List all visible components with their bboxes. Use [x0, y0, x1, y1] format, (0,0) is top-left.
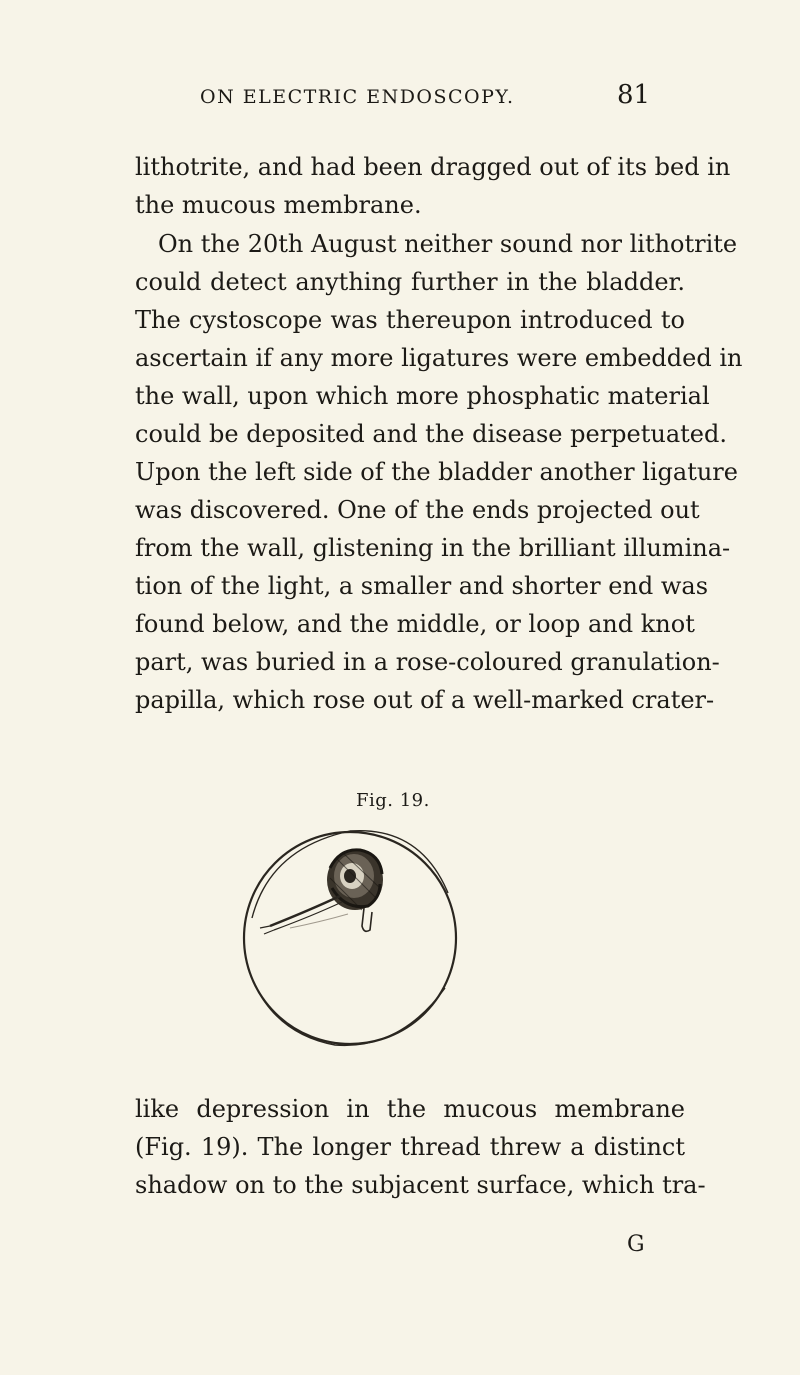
text-line: could be deposited and the disease perpetuated.	[135, 420, 727, 448]
text-line: (Fig. 19). The longer thread threw a distinct	[135, 1133, 685, 1161]
text-line: The cystoscope was thereupon introduced to	[135, 306, 685, 334]
signature-mark: G	[627, 1232, 645, 1257]
text-line: could detect anything further in the bladder.	[135, 268, 685, 296]
text-line: part, was buried in a rose-coloured granulation-	[135, 648, 720, 676]
running-head: ON ELECTRIC ENDOSCOPY.	[200, 86, 515, 108]
text-line: found below, and the middle, or loop and knot	[135, 610, 695, 638]
text-line: shadow on to the subjacent surface, which tra-	[135, 1171, 706, 1199]
text-line: Upon the left side of the bladder another ligature	[135, 458, 738, 486]
text-line: lithotrite, and had been dragged out of its bed in	[135, 153, 731, 181]
text-line: ascertain if any more ligatures were embedded in	[135, 344, 743, 372]
text-line: from the wall, glistening in the brilliant illumina-	[135, 534, 731, 562]
page-header	[0, 80, 800, 116]
text-line: papilla, which rose out of a well-marked crater-	[135, 686, 715, 714]
page-number: 81	[617, 80, 651, 110]
text-line: tion of the light, a smaller and shorter end was	[135, 572, 709, 600]
cystoscope-view-illustration	[230, 818, 475, 1063]
outline-lower-stroke	[248, 968, 445, 1045]
text-line: the mucous membrane.	[135, 191, 422, 219]
figure-caption: Fig. 19.	[356, 790, 430, 811]
text-line: like depression in the mucous membrane	[135, 1095, 685, 1123]
text-line: On the 20th August neither sound nor lithotrite	[158, 230, 738, 258]
text-line: was discovered. One of the ends projected out	[135, 496, 700, 524]
text-line: the wall, upon which more phosphatic material	[135, 382, 710, 410]
ligature-knot	[327, 850, 383, 910]
short-thread	[362, 908, 372, 931]
long-thread	[260, 896, 342, 934]
